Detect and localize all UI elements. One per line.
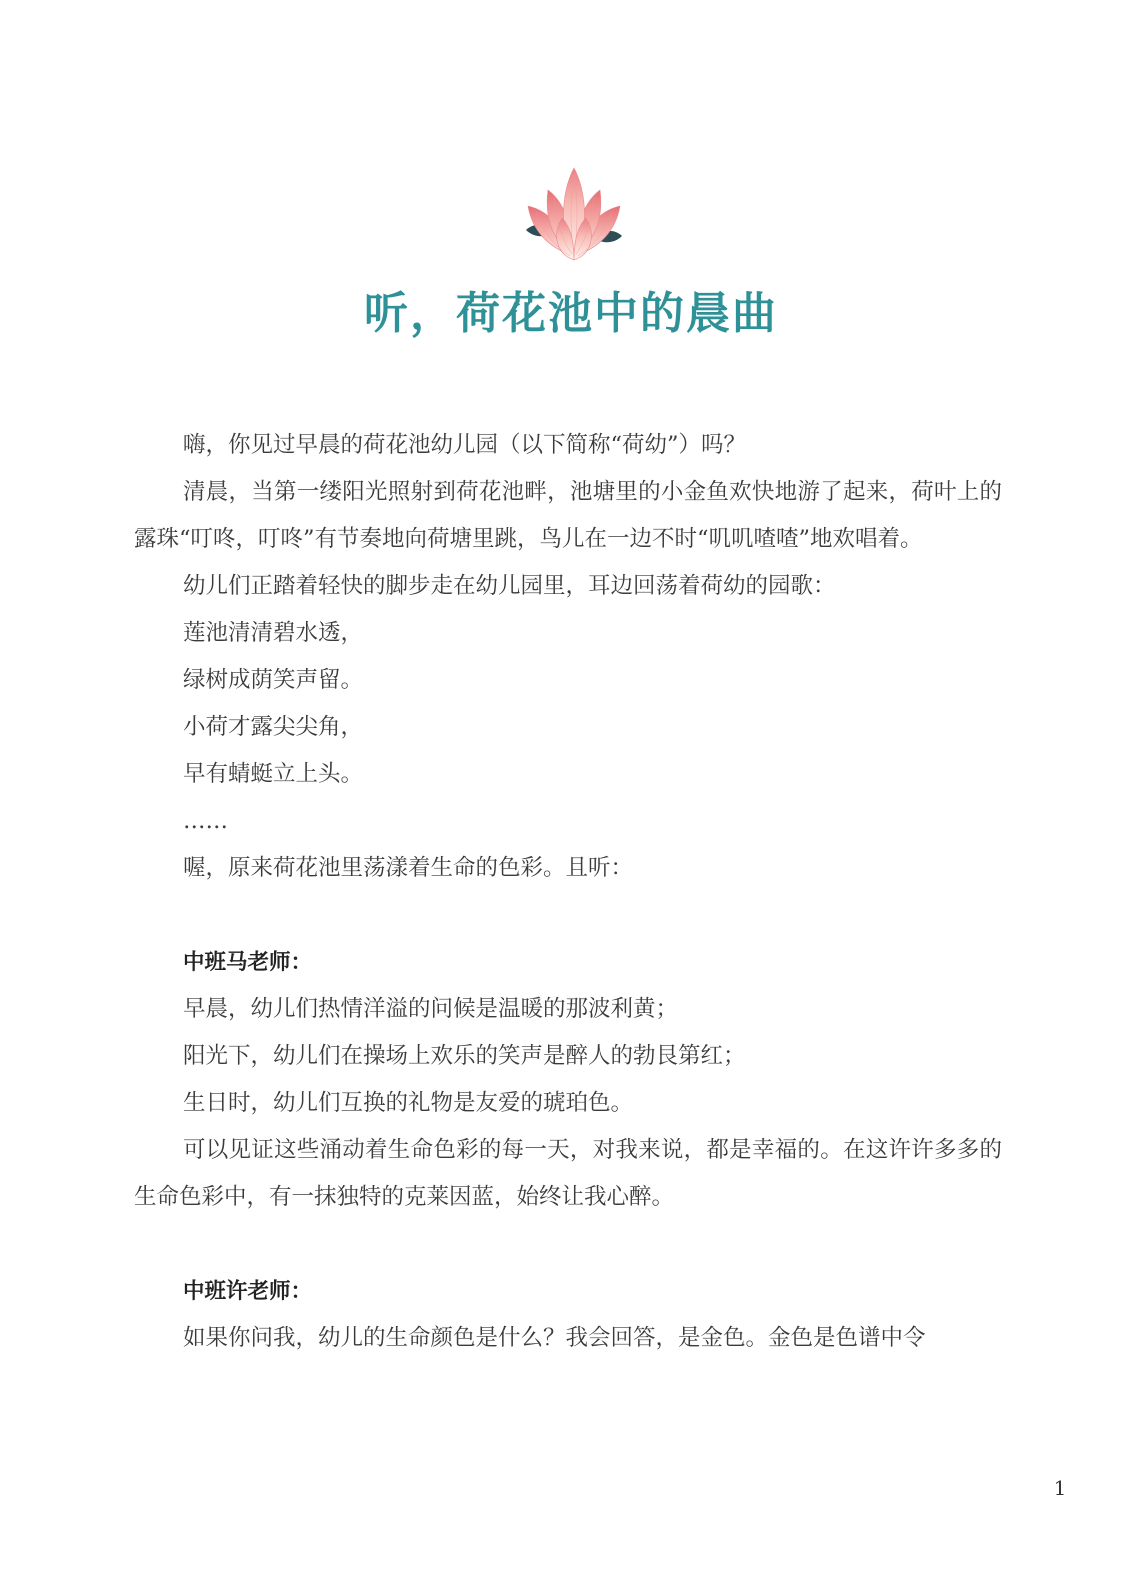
poem-line: 早有蜻蜓立上头。 [183, 761, 364, 787]
section-heading: 中班许老师： [183, 1279, 313, 1304]
poem-line: 莲池清清碧水透， [183, 620, 364, 646]
ellipsis: …… [183, 808, 228, 834]
poem-line: 小荷才露尖尖角， [183, 714, 364, 740]
paragraph: 清晨，当第一缕阳光照射到荷花池畔，池塘里的小金鱼欢快地游了起来，荷叶上的露珠“叮咚，叮咚”有节奏地向荷塘里跳，鸟儿在一边不时“叽叽喳喳”地欢唱着。 [134, 479, 1002, 552]
paragraph: 阳光下，幼儿们在操场上欢乐的笑声是醉人的勃艮第红； [183, 1043, 746, 1069]
paragraph: 嗨，你见过早晨的荷花池幼儿园（以下简称“荷幼”）吗？ [183, 432, 747, 458]
paragraph: 早晨，幼儿们热情洋溢的问候是温暖的那波利黄； [183, 996, 679, 1022]
paragraph: 生日时，幼儿们互换的礼物是友爱的琥珀色。 [183, 1090, 634, 1116]
article-body [134, 422, 1002, 1362]
page-number: 1 [1053, 1476, 1067, 1500]
section-gap [134, 892, 1002, 939]
lotus-icon [518, 160, 630, 264]
page-title: 听，荷花池中的晨曲 [364, 288, 778, 339]
paragraph: 可以见证这些涌动着生命色彩的每一天，对我来说，都是幸福的。在这许许多多的生命色彩中，有一抹独特的克莱因蓝，始终让我心醉。 [134, 1137, 1002, 1210]
section-heading: 中班马老师： [183, 950, 313, 975]
paragraph: 如果你问我，幼儿的生命颜色是什么？我会回答，是金色。金色是色谱中令 [183, 1325, 926, 1351]
poem-line: 绿树成荫笑声留。 [183, 667, 364, 693]
paragraph: 喔，原来荷花池里荡漾着生命的色彩。且听： [183, 855, 634, 881]
section-gap [134, 1221, 1002, 1268]
paragraph: 幼儿们正踏着轻快的脚步走在幼儿园里，耳边回荡着荷幼的园歌： [183, 573, 836, 599]
